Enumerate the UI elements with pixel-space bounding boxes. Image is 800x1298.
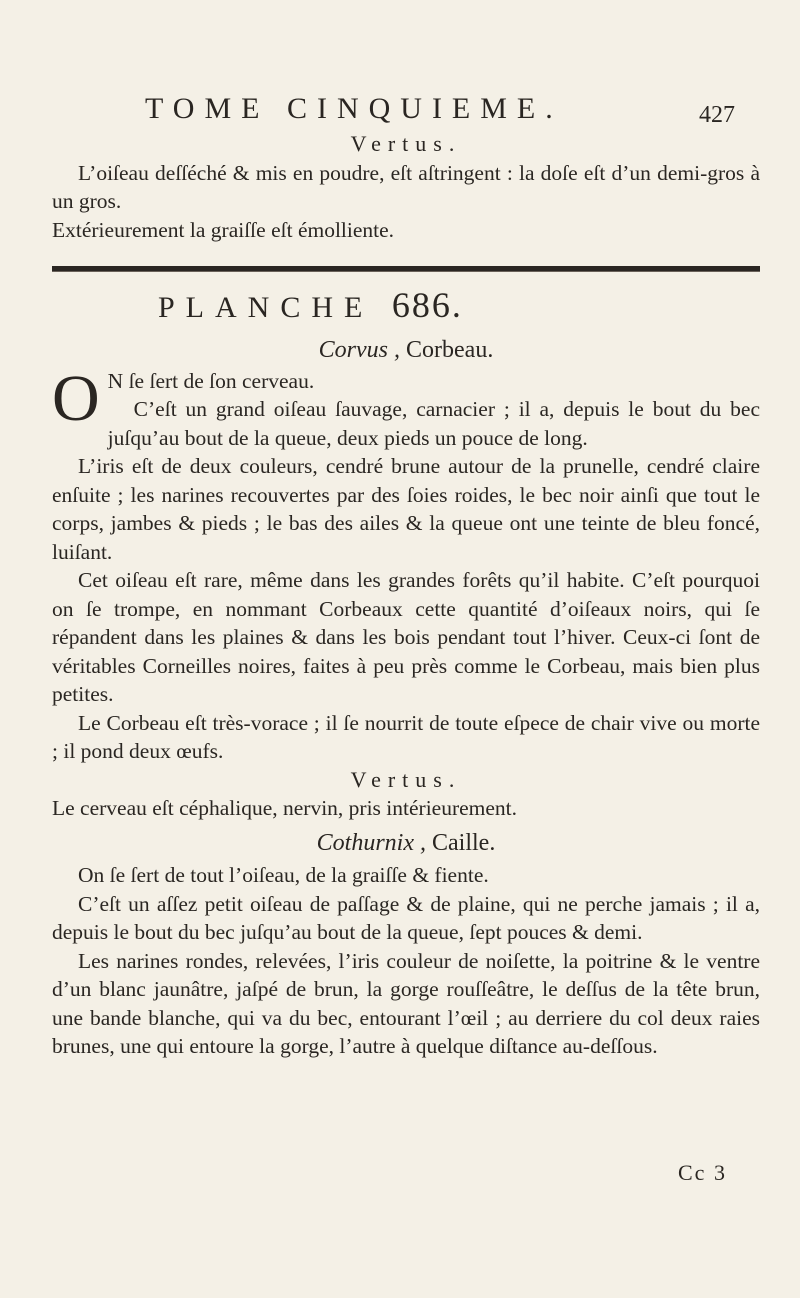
- section-corvus: [52, 336, 760, 1061]
- plate-label: PLANCHE: [158, 291, 374, 324]
- species-french-name: Caille.: [432, 829, 496, 856]
- paragraph: Le cerveau eſt céphalique, nervin, pris intérieurement.: [52, 796, 518, 820]
- signature-mark: Cc 3: [678, 1160, 727, 1185]
- species-title: [52, 336, 760, 365]
- species-latin-name: Corvus ,: [318, 337, 401, 363]
- species-french-name: Corbeau.: [406, 337, 494, 363]
- paragraph: Cet oiſeau eſt rare, même dans les grandes forêts qu’il habite. C’eſt pourquoi on ſe trompe, en nommant Corbeaux cette quantité d’oiſeaux noirs, qui ſe répandent dans les plaines & dans les bois pendant tout l’hiver. Ceux-ci ſont de véritables Corneilles noires, faites à peu près comme le Corbeau, mais bien plus petites.: [52, 568, 760, 706]
- species-title: [52, 829, 760, 858]
- vertus-line: Extérieurement la graiſſe eſt émolliente.: [52, 217, 395, 242]
- species-latin-name: Cothurnix ,: [316, 829, 426, 856]
- paragraph: Le Corbeau eſt très-vorace ; il ſe nourrit de toute eſpece de chair vive ou morte ; il pond deux œufs.: [52, 710, 760, 763]
- paragraph: Les narines rondes, relevées, l’iris couleur de noiſette, la poitrine & le ventre d’un blanc jaunâtre, jaſpé de brun, la gorge rouſſeâtre, le deſſus de la tête brun, une bande blanche, qui va du bec, entourant l’œil ; au derriere du col deux raies brunes, une qui entoure la gorge, l’autre à quelque diſtance au-deſſous.: [52, 948, 760, 1058]
- section-vertus-1: [52, 130, 760, 244]
- section-rule: [52, 266, 760, 272]
- vertus-line: L’oiſeau deſſéché & mis en poudre, eſt aſtringent : la doſe eſt d’un demi-gros à un gros.: [52, 160, 760, 213]
- running-head: [145, 92, 735, 132]
- drop-cap: O: [52, 361, 100, 435]
- paragraph: On ſe ſert de tout l’oiſeau, de la graiſſe & fiente.: [78, 863, 489, 887]
- paragraph: C’eſt un grand oiſeau ſauvage, carnacier ; il a, depuis le bout du bec juſqu’au bout de la queue, deux pieds un pouce de long.: [107, 397, 760, 450]
- vertus-heading: Vertus.: [350, 131, 462, 156]
- paragraph-text: N ſe ſert de ſon cerveau.: [107, 368, 315, 393]
- paragraph: L’iris eſt de deux couleurs, cendré brune autour de la prunelle, cendré claire enſuite ; les narines recouvertes par des ſoies roides, le bec noir ainſi que tout le corps, jambes & pieds ; le bas des ailes & la queue ont une teinte de bleu foncé, luiſant.: [52, 454, 760, 564]
- running-title: TOME CINQUIEME.: [145, 92, 563, 125]
- page-number: 427: [699, 102, 735, 128]
- plate-number: 686.: [391, 285, 463, 325]
- plate-heading: [158, 284, 463, 326]
- vertus-heading: Vertus.: [350, 766, 462, 792]
- paragraph: C’eſt un aſſez petit oiſeau de paſſage & de plaine, qui ne perche jamais ; il a, depuis le bout du bec juſqu’au bout de la queue, ſept pouces & demi.: [52, 891, 760, 944]
